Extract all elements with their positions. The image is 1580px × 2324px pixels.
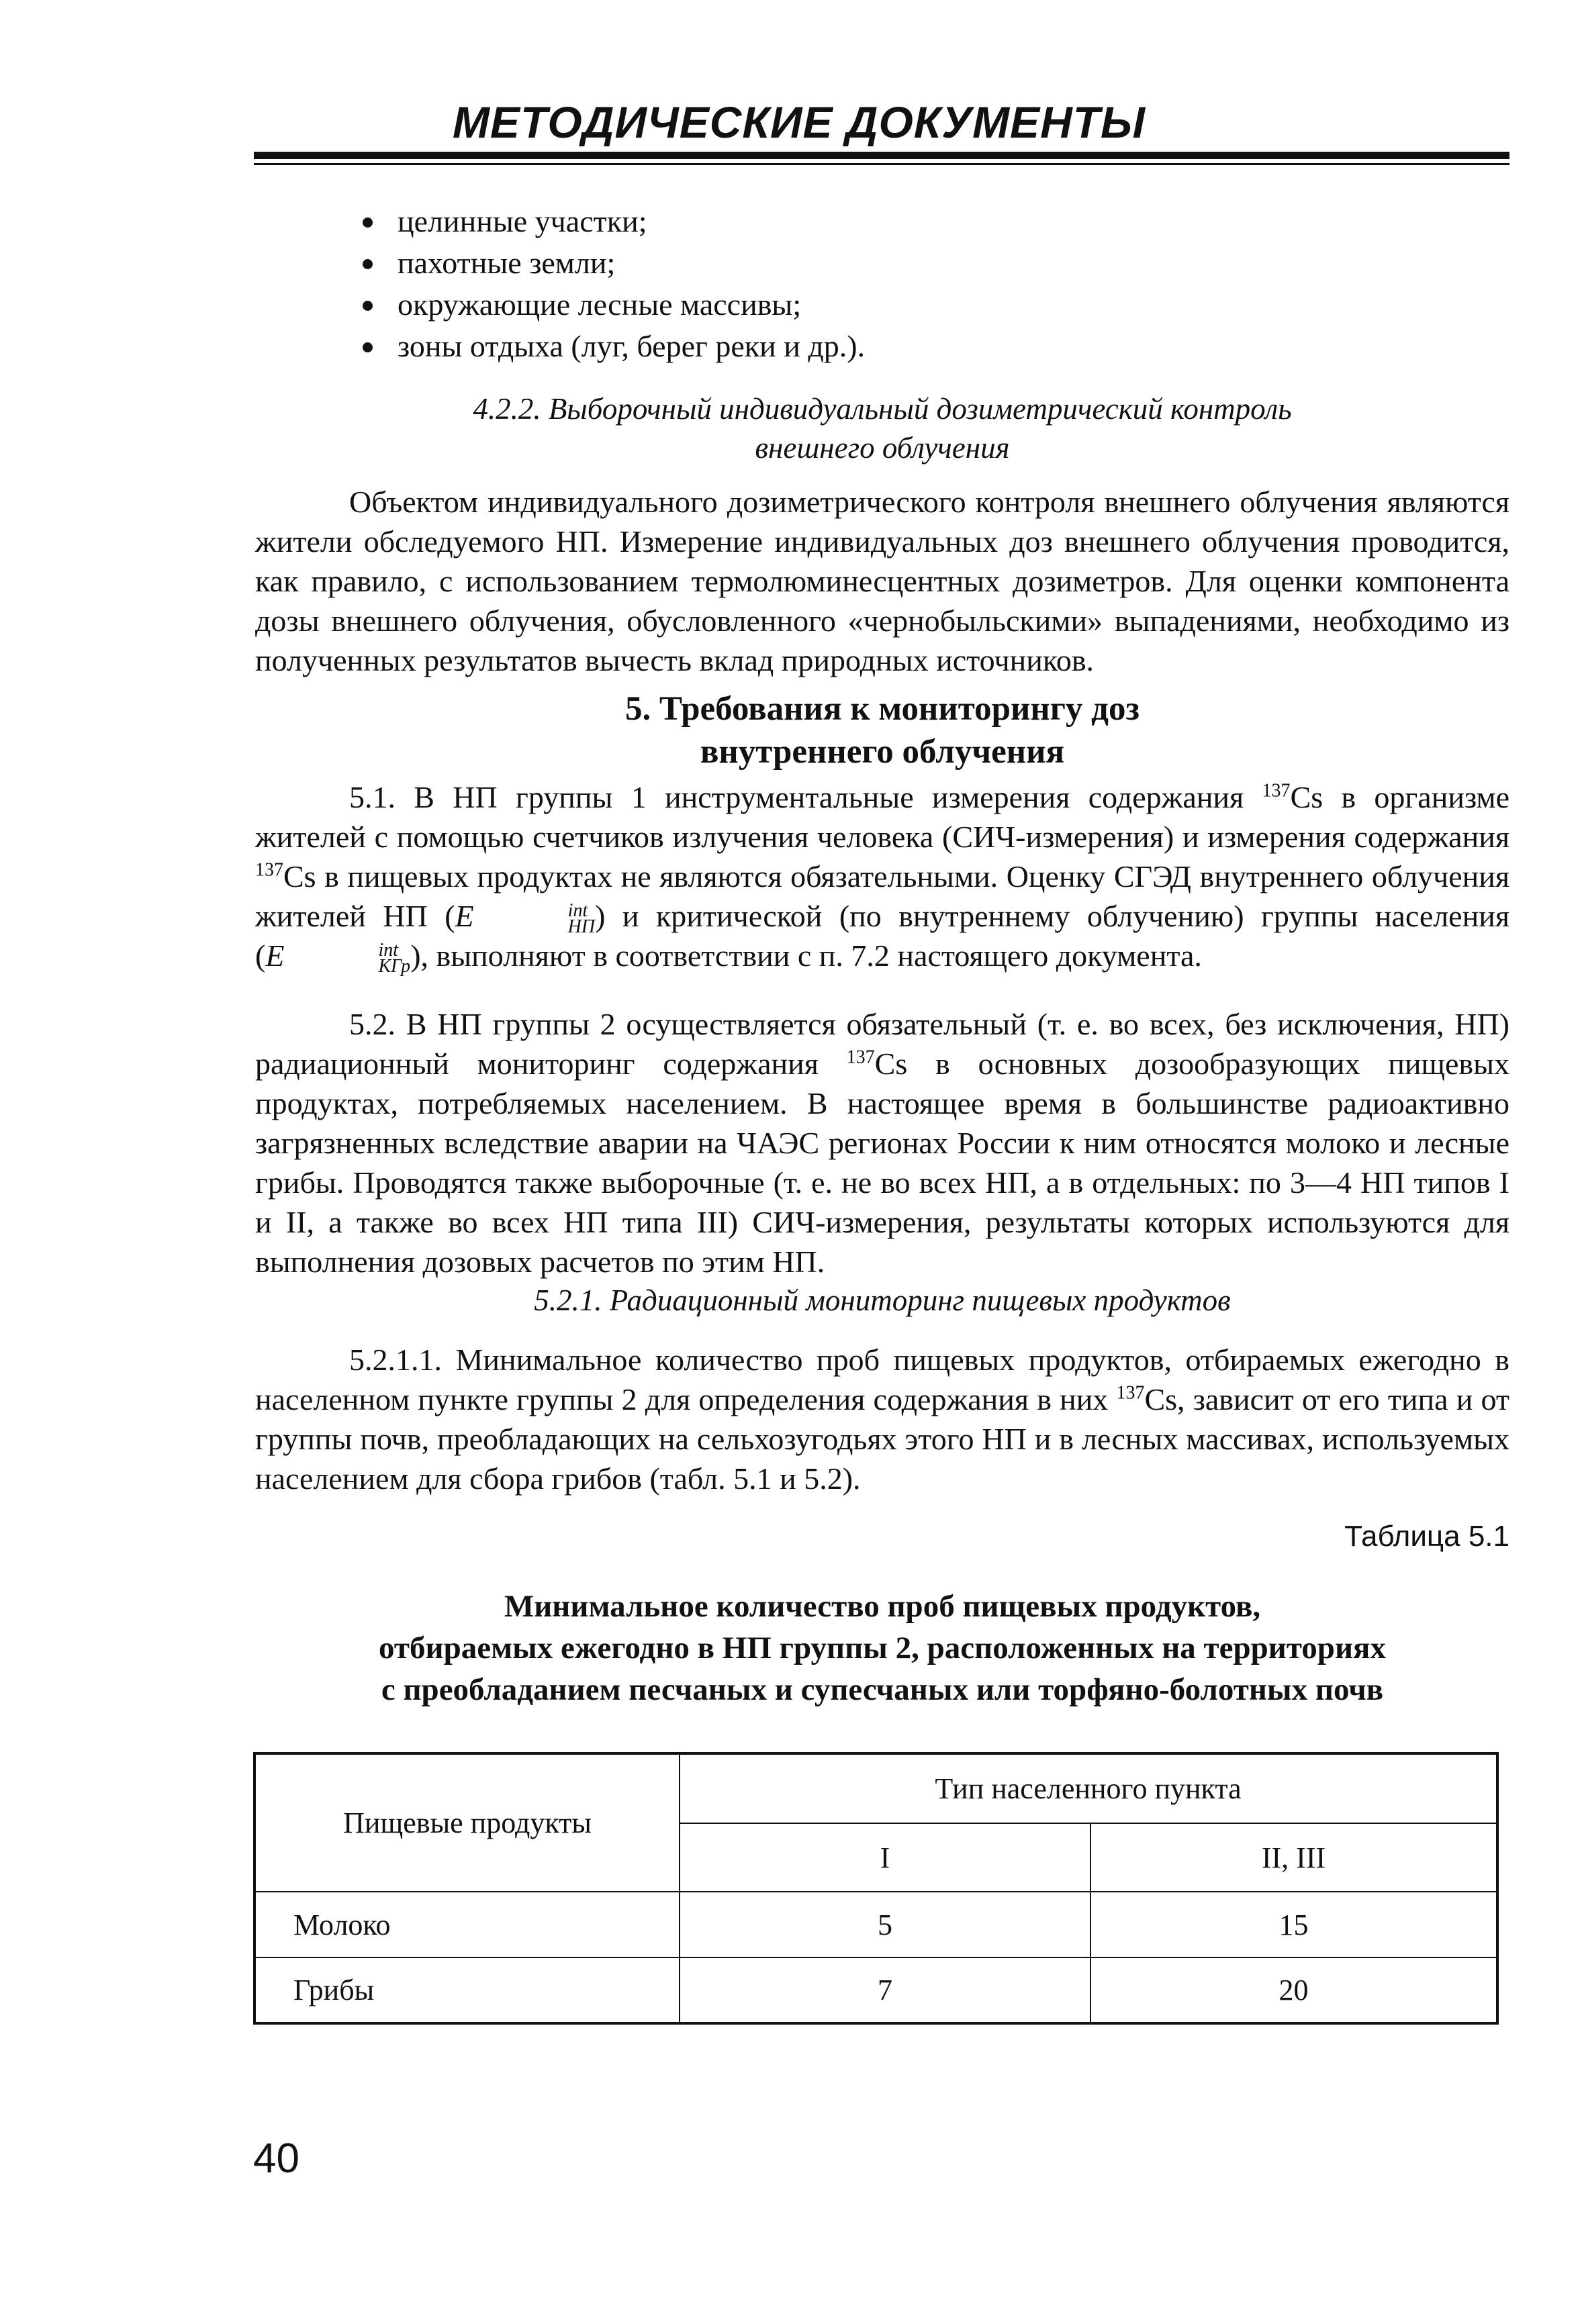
bullet-dot-icon	[363, 301, 373, 311]
bullet-item: зоны отдыха (луг, берег реки и др.).	[255, 326, 1509, 368]
table-row	[254, 1892, 1497, 1957]
page-number: 40	[253, 2135, 299, 2182]
bullet-list	[255, 201, 1509, 368]
formula-e-kgr-int: E int КГр	[265, 938, 411, 977]
samples-table	[253, 1752, 1499, 2025]
bullet-dot-icon	[363, 259, 373, 269]
header-rule-thick	[254, 152, 1509, 159]
row-value-ii-iii: 15	[1090, 1892, 1497, 1957]
row-value-i: 5	[680, 1892, 1090, 1957]
table-row	[254, 1957, 1497, 2023]
table-label: Таблица 5.1	[1344, 1520, 1509, 1553]
bullet-dot-icon	[363, 342, 373, 352]
header-food-products: Пищевые продукты	[254, 1753, 680, 1892]
paragraph-5-2: 5.2. В НП группы 2 осуществляется обязательный (т. е. во всех, без исключения, НП) радиационный мониторинг содержания $^{137}$Cs в основных дозообразующих пищевых продуктах, потребляемых населением. В настоящее время в большинстве радиоактивно загрязненных вследствие аварии на ЧАЭС регионах России к ним относятся молоко и лесные грибы. Проводятся также выборочные (т. е. не во всех НП, а в отдельных: по 3—4 НП типов I и II, а также во всех НП типа III) СИЧ-измерения, результаты которых используются для выполнения дозовых расчетов по этим НП.	[255, 1007, 1510, 1279]
header-type-i: I	[680, 1823, 1090, 1892]
row-food-name: Грибы	[254, 1957, 680, 2023]
header-rule-thin	[254, 163, 1509, 165]
subsection-heading-5-2-1: 5.2.1. Радиационный мониторинг пищевых продуктов	[534, 1284, 1231, 1317]
bullet-item: пахотные земли;	[255, 243, 1509, 285]
row-value-ii-iii: 20	[1090, 1957, 1497, 2023]
bullet-dot-icon	[363, 217, 373, 228]
running-header: МЕТОДИЧЕСКИЕ ДОКУМЕНТЫ	[452, 97, 1146, 147]
bullet-item: целинные участки;	[255, 201, 1509, 243]
table-title: Минимальное количество проб пищевых продуктов, отбираемых ежегодно в НП группы 2, расположенных на территориях с преобладанием песчаных и супесчаных или торфяно-болотных почв	[379, 1589, 1386, 1707]
row-food-name: Молоко	[254, 1892, 680, 1957]
header-settlement-type: Тип населенного пункта	[680, 1753, 1497, 1823]
subsection-heading-4-2-2: 4.2.2. Выборочный индивидуальный дозиметрический контроль внешнего облучения	[473, 392, 1292, 465]
header-type-ii-iii: II, III	[1090, 1823, 1497, 1892]
formula-e-np-int: E int НП	[455, 899, 596, 938]
paragraph-5-2-1-1: 5.2.1.1. Минимальное количество проб пищевых продуктов, отбираемых ежегодно в населенном пункте группы 2 для определения содержания в них $^{137}$Cs, зависит от его типа и от группы почв, преобладающих на сельхозугодьях этого НП и в лесных массивах, используемых населением для сбора грибов (табл. 5.1 и 5.2).	[255, 1343, 1509, 1496]
paragraph-4-2-2: Объектом индивидуального дозиметрического контроля внешнего облучения являются жители обследуемого НП. Измерение индивидуальных доз внешнего облучения проводится, как правило, с использованием термолюминесцентных дозиметров. Для оценки компонента дозы внешнего облучения, обусловленного «чернобыльскими» выпадениями, необходимо из полученных результатов вычесть вклад природных источников.	[255, 485, 1509, 677]
paragraph-5-1: 5.1. В НП группы 1 инструментальные измерения содержания $^{137}$Cs в организме жителей с помощью счетчиков излучения человека (СИЧ-измерения) и измерения содержания $^{137}$Cs в пищевых продуктах не являются обязательными. Оценку СГЭД внутреннего облучения жителей НП (E int НП ) и критической (по внутреннему облучению) группы населения (E int КГр ), выполняют в соответствии с п. 7.2 настоящего документа.	[255, 780, 1509, 977]
section-5-title: 5. Требования к мониторингу доз внутреннего облучения	[625, 690, 1140, 771]
row-value-i: 7	[680, 1957, 1090, 2023]
bullet-item: окружающие лесные массивы;	[255, 285, 1509, 326]
